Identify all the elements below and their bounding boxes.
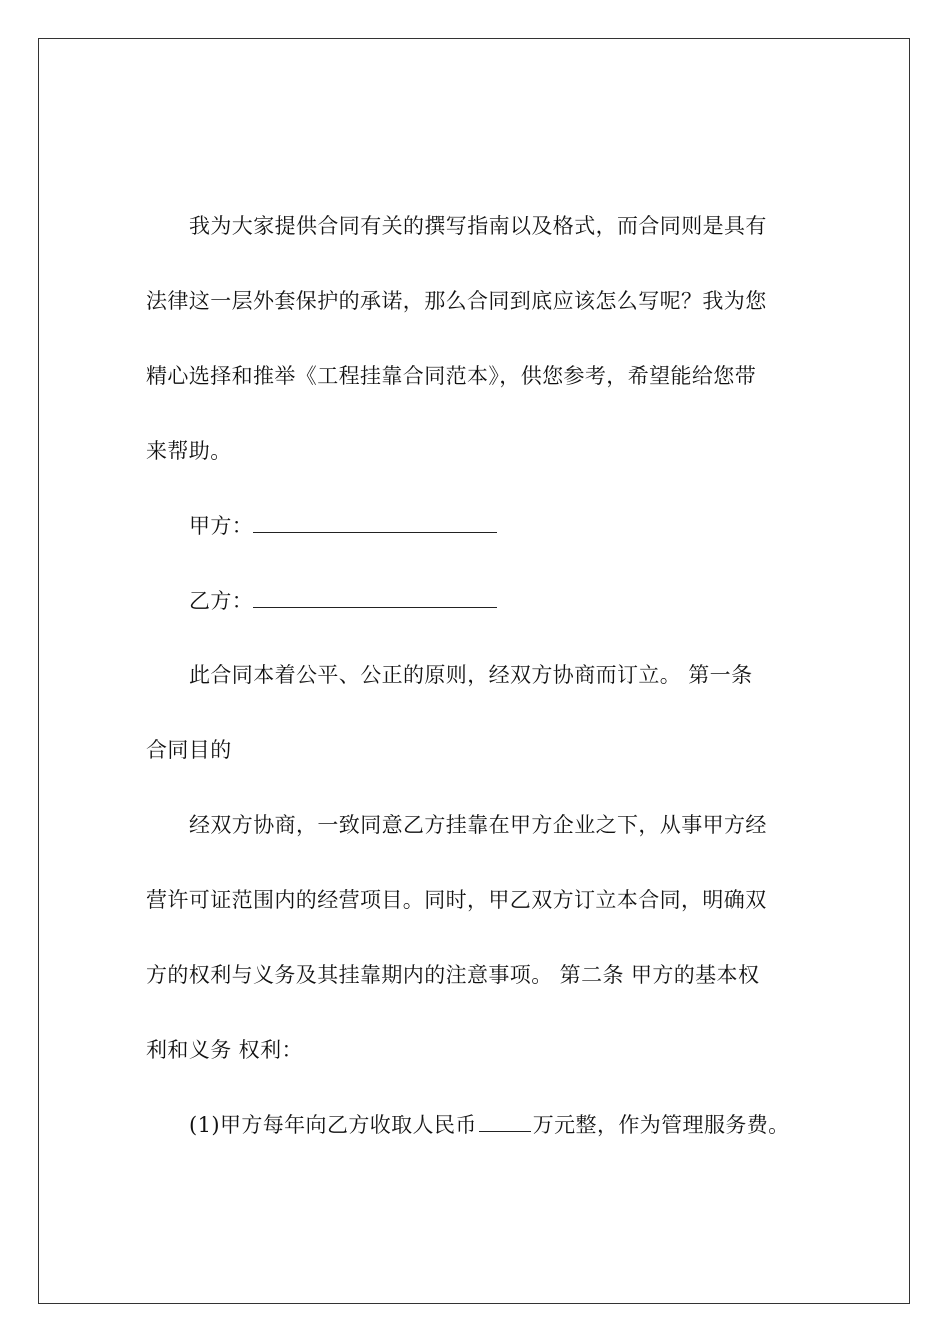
party-b-label: 乙方： — [189, 589, 254, 613]
principle-line-2: 合同目的 — [146, 738, 232, 762]
intro-line-1: 我为大家提供合同有关的撰写指南以及格式，而合同则是具有 — [189, 214, 767, 238]
party-a-blank[interactable] — [253, 512, 497, 533]
article1-line-4: 利和义务 权利： — [146, 1038, 303, 1062]
principle-line-1: 此合同本着公平、公正的原则，经双方协商而订立。 第一条 — [189, 663, 753, 687]
article1-line-1: 经双方协商，一致同意乙方挂靠在甲方企业之下，从事甲方经 — [189, 813, 767, 837]
intro-line-3: 精心选择和推举《工程挂靠合同范本》，供您参考，希望能给您带 — [146, 364, 757, 388]
fee-blank[interactable] — [479, 1111, 531, 1132]
intro-line-2: 法律这一层外套保护的承诺，那么合同到底应该怎么写呢？我为您 — [146, 289, 767, 313]
intro-line-4: 来帮助。 — [146, 439, 232, 463]
party-a-line — [189, 512, 497, 540]
article1-line-2: 营许可证范围内的经营项目。同时，甲乙双方订立本合同，明确双 — [146, 888, 767, 912]
item1-suffix: 万元整，作为管理服务费。 — [532, 1113, 790, 1137]
party-a-label: 甲方： — [189, 514, 254, 538]
party-b-line — [189, 587, 497, 615]
article1-line-3: 方的权利与义务及其挂靠期内的注意事项。 第二条 甲方的基本权 — [146, 963, 760, 987]
party-b-blank[interactable] — [253, 587, 497, 608]
item1-prefix: (1)甲方每年向乙方收取人民币 — [189, 1113, 477, 1137]
item1-line — [189, 1111, 790, 1139]
